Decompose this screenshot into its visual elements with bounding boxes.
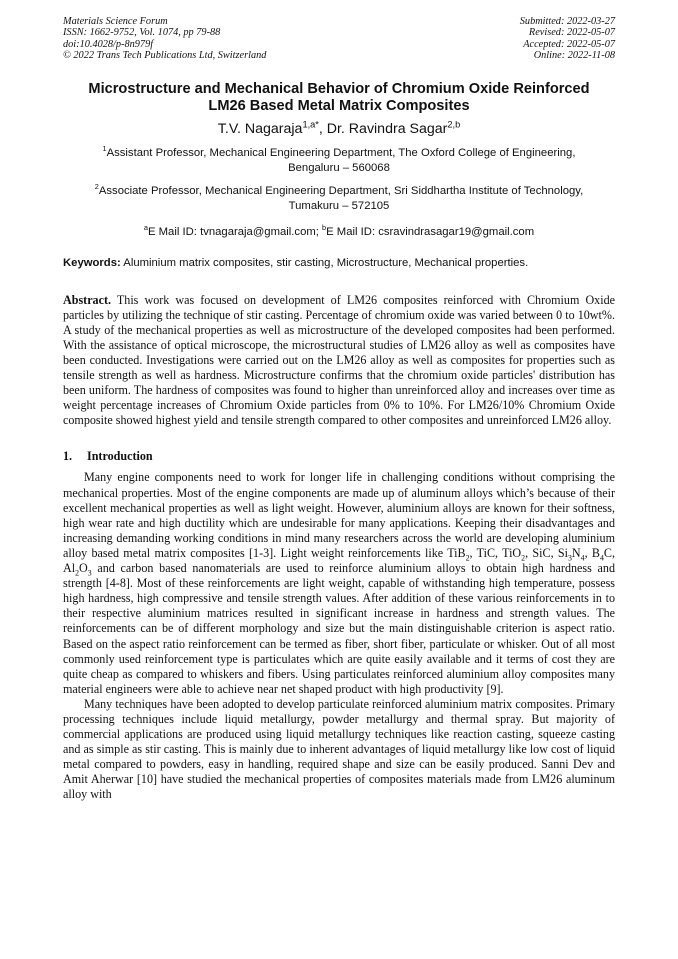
p1-sub-2: 2 xyxy=(521,553,526,563)
p1-sub-6: 2 xyxy=(75,568,80,578)
p1-text-1: Many engine components need to work for longer life in challenging conditions without comprising the mechanical properties. Most of the engine components are made up of aluminum alloys which’s because of their excellent mechanical properties as well as light weight. However, aluminium alloys are known for their softness, high wear rate and high ductility which are undesirable for many applications. Keeping their disadvantages and increasing demanding working conditions in mind many researchers across the world are developing aluminium alloy based metal matrix composites [1-3]. Light weight reinforcements like TiB xyxy=(63,470,615,560)
abstract-label: Abstract. xyxy=(63,292,112,307)
keywords xyxy=(63,256,615,271)
author-list xyxy=(63,118,615,138)
author-1-name: T.V. Nagaraja xyxy=(217,120,303,137)
affiliation-2-line-1 xyxy=(63,181,615,199)
email-b-marker: b xyxy=(322,222,327,232)
date-submitted: Submitted: 2022-03-27 xyxy=(519,16,615,27)
p1-text-4: N xyxy=(571,545,581,560)
affiliation-2-marker: 2 xyxy=(94,181,99,191)
author-2-marker: 2,b xyxy=(447,118,461,129)
journal-name: Materials Science Forum xyxy=(63,16,168,27)
email-b: E Mail ID: csravindrasagar19@gmail.com xyxy=(326,225,535,238)
author-1-marker: 1,a* xyxy=(302,118,319,129)
journal-header xyxy=(63,16,615,62)
journal-copyright: © 2022 Trans Tech Publications Ltd, Switzerland xyxy=(63,50,267,62)
keywords-text: Aluminium matrix composites, stir casting, Microstructure, Mechanical properties. xyxy=(120,256,529,269)
publication-dates xyxy=(520,16,615,62)
keywords-label: Keywords: xyxy=(63,256,121,269)
date-revised: Revised: 2022-05-07 xyxy=(528,27,615,39)
journal-doi: doi:10.4028/p-8n979f xyxy=(63,38,154,50)
affiliation-2-text: Associate Professor, Mechanical Engineering Department, Sri Siddhartha Institute of Technology, xyxy=(98,184,584,197)
affiliation-2-line-2: Tumakuru – 572105 xyxy=(288,199,390,212)
p1-sub-5: 4 xyxy=(599,553,604,563)
journal-info xyxy=(63,16,266,62)
affiliation-2 xyxy=(63,181,615,214)
section-number: 1. xyxy=(63,449,73,464)
date-online: Online: 2022-11-08 xyxy=(533,50,615,62)
email-a-marker: a xyxy=(143,222,148,232)
affiliation-1 xyxy=(63,143,615,176)
title-line-1: Microstructure and Mechanical Behavior of Chromium Oxide Reinforced xyxy=(88,80,590,97)
p1-sub-3: 3 xyxy=(567,553,572,563)
abstract xyxy=(63,293,615,429)
affiliation-1-line-2: Bengaluru – 560068 xyxy=(288,161,390,174)
affiliation-1-marker: 1 xyxy=(102,143,107,153)
intro-paragraph-1 xyxy=(63,470,615,696)
journal-issn: ISSN: 1662-9752, Vol. 1074, pp 79-88 xyxy=(63,27,221,39)
p1-text-5: , B xyxy=(584,545,600,560)
affiliation-1-line-1 xyxy=(63,143,615,161)
date-accepted: Accepted: 2022-05-07 xyxy=(523,38,615,50)
abstract-text: This work was focused on development of LM26 composites reinforced with Chromium Oxide particles by utilizing the technique of stir casting. Percentage of chromium oxide was varied between 0 to 10wt%. A study of the mechanical properties as well as microstructure of the developed composites had been performed. With the assistance of optical microscope, the microstructural studies of LM26 alloy as well as composites have been conducted. Investigations were carried out on the LM26 alloy as well as composites for properties such as tensile strength as well as hardness. Microstructure confirms that the chromium oxide particles' distribution has been uniform. The hardness of composites was found to higher than unreinforced alloy and increases over time as weight percentage increases of Chromium Oxide particles from 0% to 10%. For LM26/10% Chromium Oxide composite showed highest yield and tensile strength compared to other composites and unreinforced LM26 alloy. xyxy=(63,292,615,428)
p1-text-7: O xyxy=(79,561,88,576)
section-heading-introduction xyxy=(63,449,615,464)
p1-text-6: C, Al xyxy=(63,545,615,576)
title-line-2: LM26 Based Metal Matrix Composites xyxy=(208,97,470,114)
p1-text-2: , TiC, TiO xyxy=(469,545,522,560)
p1-text-8: and carbon based nanomaterials are used to reinforce aluminium alloys to obtain high hardness and strength [4-8]. Most of these reinforcements are light weight, capable of withstanding high temperature, possess high hardness, high compressive and tensile strength values. After addition of these various reinforcements in to their respective aluminium matrices resulted in significant increase in hardness and strength values. The reinforcements can be of different morphology and size but the main distinguishable criterion is aspect ratio. Based on the aspect ratio reinforcement can be termed as fiber, short fiber, particulate or whisker. Out of all most commonly used reinforcement type is particulates which are quite easily available and it terms of cost they are quite cheap as compared to whiskers and fibers. Using particulates reinforced aluminium alloy composites many material engineers were able to achieve near net shaped product with high productivity [9]. xyxy=(63,561,615,696)
intro-paragraph-2: Many techniques have been adopted to develop particulate reinforced aluminium matrix composites. Primary processing techniques include liquid metallurgy, powder metallurgy and thermal spray. But majority of commercial applications are produced using liquid metallurgy techniques like reaction casting, squeeze casting and as simple as stir casting. This is mainly due to inherent advantages of liquid metallurgy like low cost of liquid metal compared to powders, easy in handling, required shape and size can be easily produced. Sanni Dev and Amit Aherwar [10] have studied the mechanical properties of composites materials made from LM26 aluminum alloy with xyxy=(63,696,615,802)
author-2-name: Dr. Ravindra Sagar xyxy=(326,120,448,137)
p1-sub-4: 4 xyxy=(580,553,585,563)
author-separator: , xyxy=(318,120,327,137)
p1-sub-7: 3 xyxy=(87,568,92,578)
affiliation-1-text: Assistant Professor, Mechanical Engineering Department, The Oxford College of Engineering, xyxy=(106,146,576,159)
author-emails xyxy=(63,222,615,240)
p1-sub-1: 2 xyxy=(465,553,470,563)
email-a: E Mail ID: tvnagaraja@gmail.com; xyxy=(147,225,323,238)
p1-text-3: , SiC, Si xyxy=(525,545,568,560)
section-title: Introduction xyxy=(87,449,153,464)
paper-title xyxy=(63,81,615,115)
